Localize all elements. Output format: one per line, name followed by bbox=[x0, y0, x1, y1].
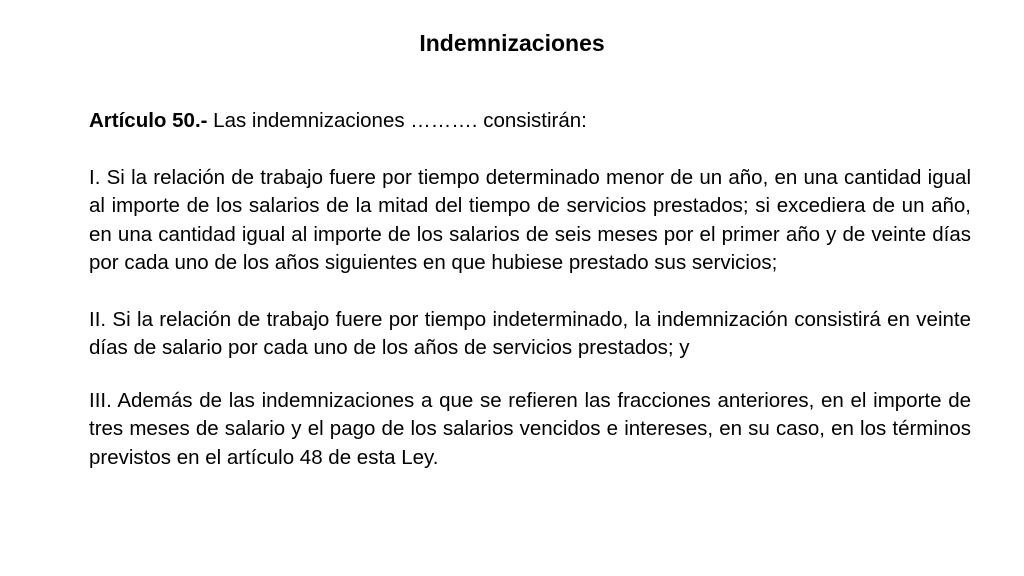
fraction-ii-paragraph: II. Si la relación de trabajo fuere por tiempo indeterminado, la indemnización consistirá en veinte días de salario por cada uno de los años de servicios prestados; y bbox=[89, 307, 971, 359]
slide-title: Indemnizaciones bbox=[419, 30, 605, 56]
fraction-iii-paragraph: III. Además de las indemnizaciones a que se refieren las fracciones anteriores, en el importe de tres meses de salario y el pago de los salarios vencidos e intereses, en su caso, en los términos previstos en el artículo 48 de esta Ley. bbox=[89, 388, 971, 469]
slide-body bbox=[89, 107, 971, 472]
article-intro-text: Las indemnizaciones ………. consistirán: bbox=[207, 109, 587, 132]
fraction-i-paragraph: I. Si la relación de trabajo fuere por tiempo determinado menor de un año, en una cantidad igual al importe de los salarios de la mitad del tiempo de servicios prestados; si excediera de un año, en una cantidad igual al importe de los salarios de seis meses por el primer año y de veinte días por cada uno de los años siguientes en que hubiese prestado sus servicios; bbox=[89, 165, 971, 274]
article-heading bbox=[89, 107, 971, 136]
article-number: Artículo 50.- bbox=[89, 109, 208, 132]
